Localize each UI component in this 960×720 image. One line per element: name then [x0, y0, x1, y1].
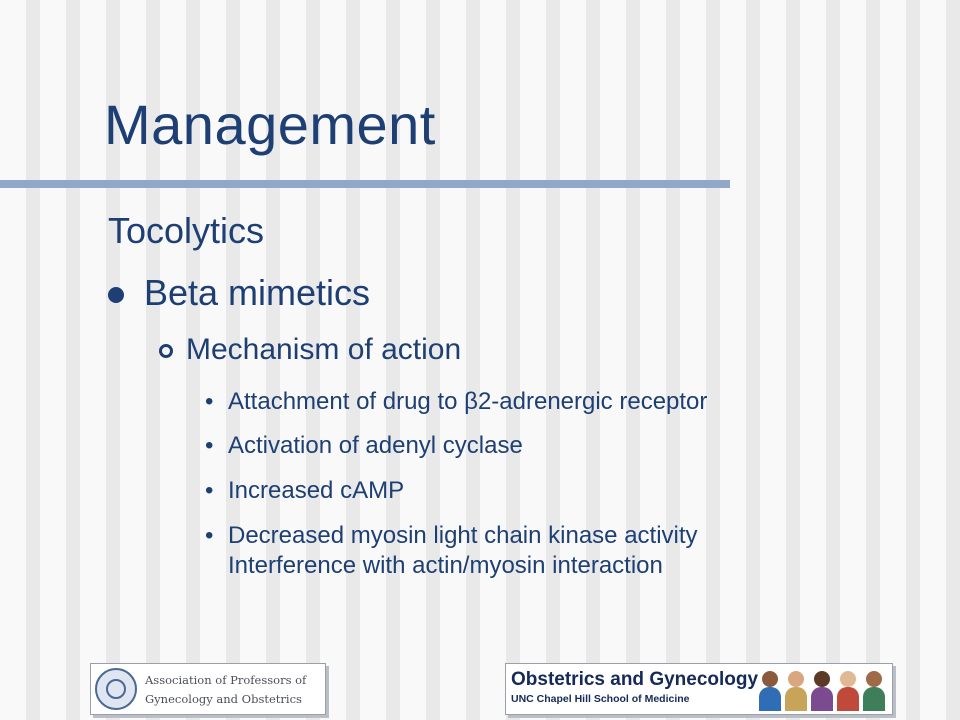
list-item-text: Decreased myosin light chain kinase activity	[228, 522, 698, 549]
apgo-logo	[90, 663, 326, 715]
heading-tocolytics: Tocolytics	[108, 210, 265, 251]
photo-strip-icon	[758, 667, 782, 711]
dot-bullet-icon: •	[205, 432, 214, 459]
apgo-line2: Gynecology and Obstetrics	[145, 692, 302, 706]
unc-obgyn-logo	[505, 663, 893, 715]
dot-bullet-icon: •	[205, 477, 214, 504]
dot-bullet-icon: •	[205, 388, 214, 415]
sub-bullet-text: Mechanism of action	[186, 333, 462, 366]
unc-logo-subtitle: UNC Chapel Hill School of Medicine	[511, 693, 690, 705]
filled-circle-bullet-icon	[108, 287, 124, 303]
ring-bullet-icon	[159, 344, 173, 358]
photo-strip-icon	[784, 667, 808, 711]
unc-logo-title: Obstetrics and Gynecology	[511, 669, 759, 690]
photo-strip-icon	[836, 667, 860, 711]
photo-strip-icon	[862, 667, 886, 711]
photo-strip-icon	[810, 667, 834, 711]
list-item-text: Attachment of drug to β2-adrenergic receptor	[228, 388, 708, 415]
bullet-text: Beta mimetics	[144, 272, 371, 313]
dot-bullet-icon: •	[205, 522, 214, 549]
apgo-line1: Association of Professors of	[145, 673, 307, 687]
list-item-continuation: Interference with actin/myosin interaction	[228, 552, 663, 579]
list-item-text: Activation of adenyl cyclase	[228, 432, 523, 459]
apgo-seal-icon	[95, 668, 137, 710]
apgo-logo-text	[145, 671, 306, 709]
slide-title: Management	[104, 93, 436, 156]
list-item-text: Increased cAMP	[228, 477, 405, 504]
